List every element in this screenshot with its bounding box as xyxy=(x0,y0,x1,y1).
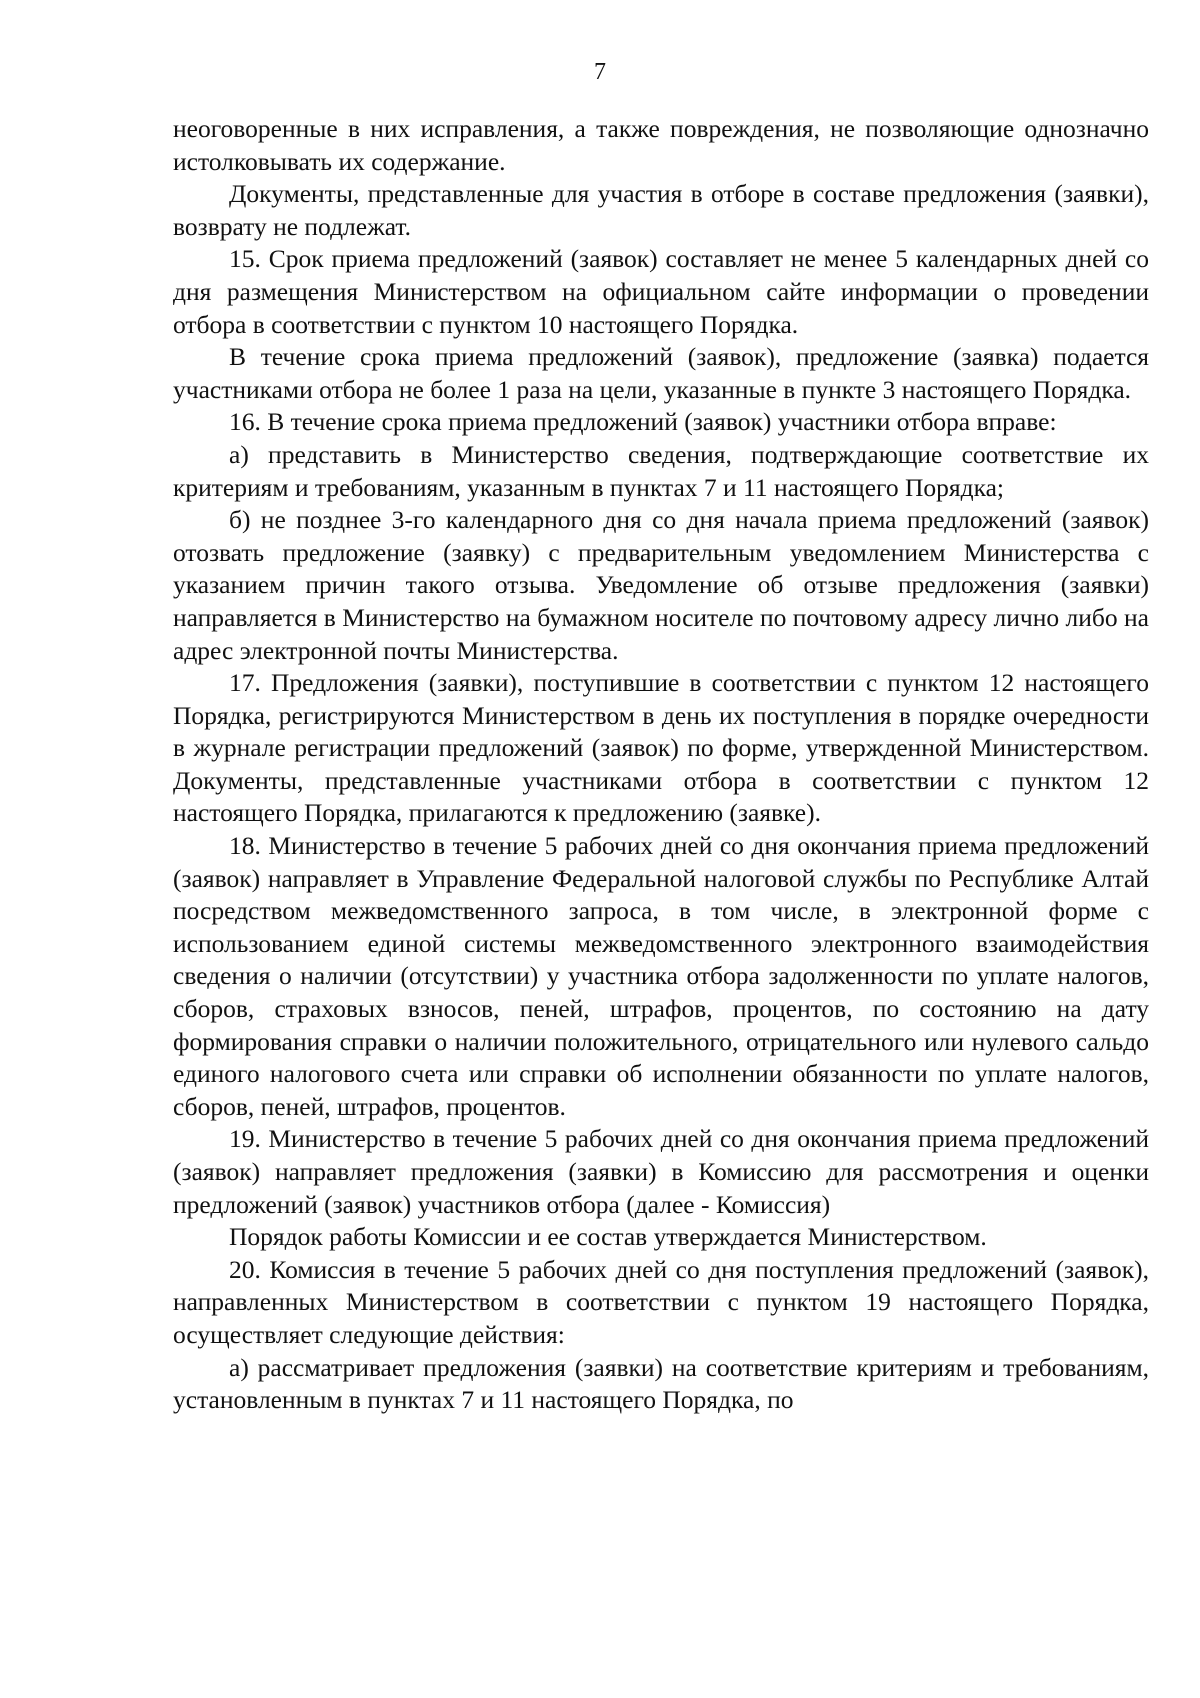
paragraph: б) не позднее 3-го календарного дня со дня начала приема предложений (заявок) отозвать предложение (заявку) с предварительным уведомлением Министерства с указанием причин такого отзыва. Уведомление об отзыве предложения (заявки) направляется в Министерство на бумажном носителе по почтовому адресу лично либо на адрес электронной почты Министерства. xyxy=(173,505,1149,665)
paragraph: В течение срока приема предложений (заявок), предложение (заявка) подается участниками отбора не более 1 раза на цели, указанные в пункте 3 настоящего Порядка. xyxy=(173,342,1149,404)
paragraph: Документы, представленные для участия в отборе в составе предложения (заявки), возврату не подлежат. xyxy=(173,179,1149,241)
paragraph: а) представить в Министерство сведения, подтверждающие соответствие их критериям и требованиям, указанным в пунктах 7 и 11 настоящего Порядка; xyxy=(173,439,1149,502)
paragraph: Порядок работы Комиссии и ее состав утверждается Министерством. xyxy=(229,1222,987,1252)
paragraph: неоговоренные в них исправления, а также повреждения, не позволяющие однозначно истолковывать их содержание. xyxy=(173,114,1149,176)
page-number: 7 xyxy=(594,59,606,85)
paragraph: 20. Комиссия в течение 5 рабочих дней со дня поступления предложений (заявок), направленных Министерством в соответствии с пунктом 19 настоящего Порядка, осуществляет следующие действия: xyxy=(173,1254,1149,1349)
paragraph: 17. Предложения (заявки), поступившие в соответствии с пунктом 12 настоящего Порядка, регистрируются Министерством в день их поступления в порядке очередности в журнале регистрации предложений (заявок) по форме, утвержденной Министерством. Документы, представленные участниками отбора в соответствии с пунктом 12 настоящего Порядка, прилагаются к предложению (заявке). xyxy=(173,668,1149,828)
paragraph: 19. Министерство в течение 5 рабочих дней со дня окончания приема предложений (заявок) направляет предложения (заявки) в Комиссию для рассмотрения и оценки предложений (заявок) участников отбора (далее - Комиссия) xyxy=(173,1124,1149,1219)
paragraph: 15. Срок приема предложений (заявок) составляет не менее 5 календарных дней со дня размещения Министерством на официальном сайте информации о проведении отбора в соответствии с пунктом 10 настоящего Порядка. xyxy=(173,244,1149,339)
paragraph: 18. Министерство в течение 5 рабочих дней со дня окончания приема предложений (заявок) направляет в Управление Федеральной налоговой службы по Республике Алтай посредством межведомственного запроса, в том числе, в электронной форме с использованием единой системы межведомственного электронного взаимодействия сведения о наличии (отсутствии) у участника отбора задолженности по уплате налогов, сборов, страховых взносов, пеней, штрафов, процентов, по состоянию на дату формирования справки о наличии положительного, отрицательного или нулевого сальдо единого налогового счета или справки об исполнении обязанности по уплате налогов, сборов, пеней, штрафов, процентов. xyxy=(173,831,1149,1121)
paragraph: а) рассматривает предложения (заявки) на соответствие критериям и требованиям, установленным в пунктах 7 и 11 настоящего Порядка, по xyxy=(173,1352,1149,1415)
paragraph: 16. В течение срока приема предложений (заявок) участники отбора вправе: xyxy=(229,407,1057,437)
document-body xyxy=(173,113,1149,1417)
